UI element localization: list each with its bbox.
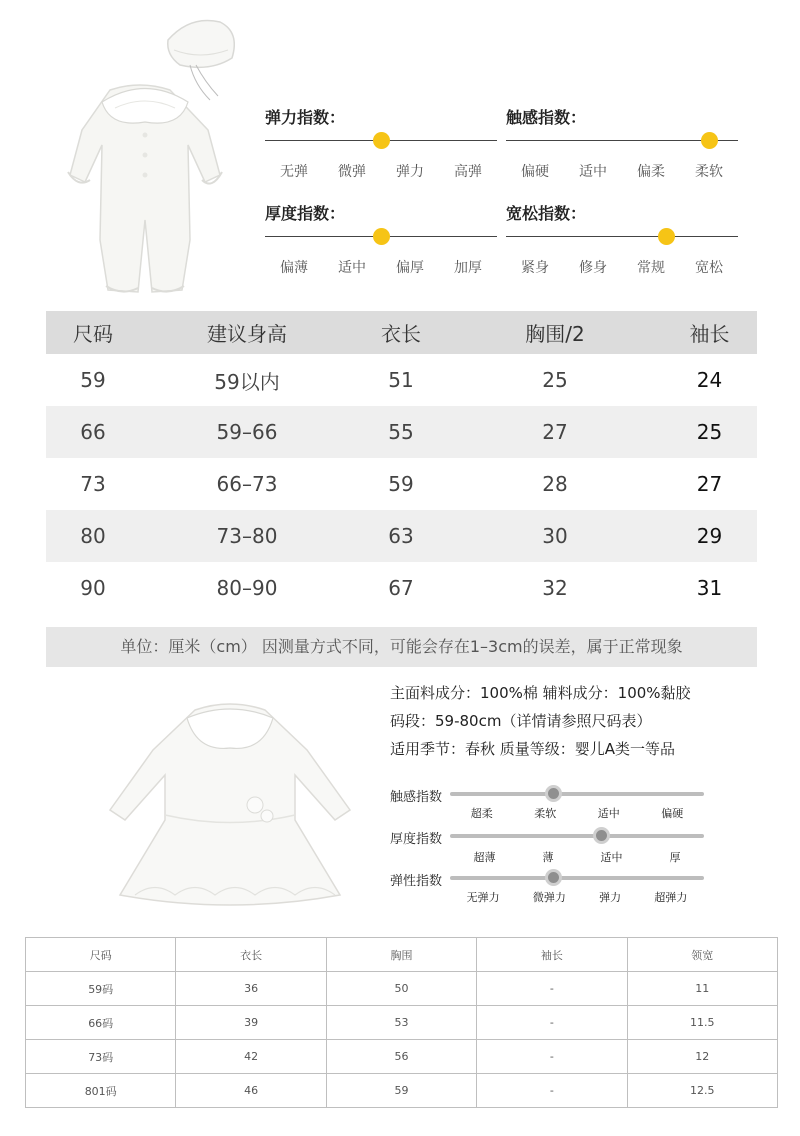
mini-scale-line — [450, 876, 704, 880]
scale-label: 高弹 — [454, 164, 482, 180]
mini-scale-dot — [545, 869, 562, 886]
scale-labels — [506, 257, 738, 277]
scale-indicator-dot — [373, 228, 390, 245]
header-chest: 胸围 — [326, 938, 476, 972]
material-info: 主面料成分：100%棉 辅料成分：100%黏胶 — [390, 684, 691, 702]
mini-scale-line — [450, 834, 704, 838]
scale-labels — [265, 257, 497, 277]
cell: 63 — [354, 510, 448, 562]
mini-scale-labels — [450, 889, 704, 905]
table-row — [46, 458, 757, 510]
dress-product-image — [95, 690, 365, 910]
unit-note: 单位：厘米（cm） 因测量方式不同，可能会存在1–3cm的误差，属于正常现象 — [46, 627, 757, 667]
scale-indicator-dot — [701, 132, 718, 149]
scale-indicator-dot — [658, 228, 675, 245]
cell: 30 — [448, 510, 662, 562]
header-length: 衣长 — [354, 311, 448, 354]
cell: - — [477, 1074, 627, 1108]
mini-scale-label: 超柔 — [470, 807, 493, 820]
cell: 29 — [662, 510, 757, 562]
scale-label: 柔软 — [695, 164, 723, 180]
cell: 31 — [696, 576, 723, 600]
scale-label: 适中 — [338, 260, 366, 276]
scale-label: 加厚 — [454, 260, 482, 276]
mini-scale-label: 无弹力 — [466, 891, 500, 904]
scale-label: 无弹 — [280, 164, 308, 180]
header-collar: 领宽 — [627, 938, 777, 972]
cell: 12 — [627, 1040, 777, 1074]
scale-label: 偏薄 — [280, 260, 308, 276]
header-sleeve: 袖长 — [477, 938, 627, 972]
cell: 50 — [326, 972, 476, 1006]
cell: 59–66 — [140, 406, 354, 458]
header-size: 尺码 — [26, 938, 176, 972]
scale-labels — [506, 161, 738, 181]
scale-label: 适中 — [579, 164, 607, 180]
table-row — [26, 972, 778, 1006]
cell: 36 — [176, 972, 326, 1006]
cell: - — [477, 972, 627, 1006]
scale-label: 紧身 — [521, 260, 549, 276]
table-row — [26, 1040, 778, 1074]
cell: 59以内 — [214, 369, 280, 394]
scale-title: 宽松指数： — [506, 204, 587, 223]
cell: 90 — [80, 576, 106, 600]
mini-scale-dot — [593, 827, 610, 844]
table-row — [46, 406, 757, 458]
mini-scale-label: 薄 — [542, 851, 554, 864]
cell: 66 — [46, 406, 140, 458]
size-chart-table — [46, 311, 757, 614]
mini-scale-label: 偏硬 — [661, 807, 684, 820]
table-row — [46, 354, 757, 406]
mini-scale-title: 厚度指数 — [390, 832, 443, 847]
cell: 66码 — [26, 1006, 176, 1040]
romper-product-image — [40, 10, 250, 300]
mini-scale-label: 超薄 — [473, 851, 496, 864]
mini-scale-label: 超弹力 — [654, 891, 688, 904]
mini-scale-label: 柔软 — [534, 807, 557, 820]
header-sleeve: 袖长 — [662, 311, 757, 354]
cell: 25 — [542, 368, 568, 392]
cell: 28 — [542, 472, 568, 496]
header-size: 尺码 — [46, 311, 140, 354]
mini-scale-dot — [545, 785, 562, 802]
scale-labels — [265, 161, 497, 181]
scale-label: 修身 — [579, 260, 607, 276]
cell: 24 — [696, 368, 723, 392]
season-quality-info: 适用季节：春秋 质量等级：婴儿A类一等品 — [390, 740, 676, 758]
scale-label: 弹力 — [396, 164, 424, 180]
cell: 73码 — [26, 1040, 176, 1074]
cell: 80 — [46, 510, 140, 562]
cell: - — [477, 1006, 627, 1040]
cell: 55 — [354, 406, 448, 458]
scale-label: 偏硬 — [521, 164, 549, 180]
cell: 51 — [388, 368, 414, 392]
cell: 59 — [80, 368, 106, 392]
scale-title: 弹力指数： — [265, 108, 346, 127]
header-height: 建议身高 — [140, 311, 354, 354]
cell: 59码 — [26, 972, 176, 1006]
scale-label: 微弹 — [338, 164, 366, 180]
scale-label: 偏厚 — [396, 260, 424, 276]
cell: 27 — [696, 472, 723, 496]
cell: 25 — [662, 406, 757, 458]
cell: 73 — [80, 472, 106, 496]
table-header-row — [46, 311, 757, 354]
cell: 27 — [448, 406, 662, 458]
header-length: 衣长 — [176, 938, 326, 972]
scale-label: 宽松 — [695, 260, 723, 276]
cell: 73–80 — [140, 510, 354, 562]
cell: 53 — [326, 1006, 476, 1040]
mini-scale-label: 微弹力 — [532, 891, 566, 904]
cell: 39 — [176, 1006, 326, 1040]
mini-scale-label: 适中 — [600, 851, 623, 864]
cell: 11 — [627, 972, 777, 1006]
table-row — [46, 510, 757, 562]
scale-label: 偏柔 — [637, 164, 665, 180]
scale-indicator-dot — [373, 132, 390, 149]
size-range-info: 码段：59-80cm（详情请参照尺码表） — [390, 712, 652, 730]
scale-label: 常规 — [637, 260, 665, 276]
mini-scale-line — [450, 792, 704, 796]
cell: 32 — [542, 576, 568, 600]
cell: 12.5 — [627, 1074, 777, 1108]
cell: 46 — [176, 1074, 326, 1108]
mini-scale-labels — [450, 805, 704, 821]
cell: 42 — [176, 1040, 326, 1074]
mini-scale-label: 弹力 — [599, 891, 622, 904]
dress-size-table — [25, 937, 778, 1108]
cell: 59 — [388, 472, 414, 496]
cell: 56 — [326, 1040, 476, 1074]
cell: - — [477, 1040, 627, 1074]
mini-scale-labels — [450, 849, 704, 865]
scale-title: 触感指数： — [506, 108, 587, 127]
table-row — [46, 562, 757, 614]
scale-line — [506, 236, 738, 237]
cell: 59 — [326, 1074, 476, 1108]
cell: 11.5 — [627, 1006, 777, 1040]
mini-scale-title: 弹性指数 — [390, 874, 443, 889]
mini-scale-label: 适中 — [597, 807, 620, 820]
cell: 66–73 — [216, 472, 278, 496]
cell: 80–90 — [216, 576, 278, 600]
cell: 801码 — [26, 1074, 176, 1108]
header-chest: 胸围/2 — [448, 311, 662, 354]
table-row — [26, 1006, 778, 1040]
table-header-row — [26, 938, 778, 972]
table-row — [26, 1074, 778, 1108]
mini-scale-label: 厚 — [669, 851, 681, 864]
mini-scale-title: 触感指数 — [390, 790, 443, 805]
bonnet-illustration — [168, 20, 235, 100]
scale-title: 厚度指数： — [265, 204, 346, 223]
cell: 67 — [388, 576, 414, 600]
